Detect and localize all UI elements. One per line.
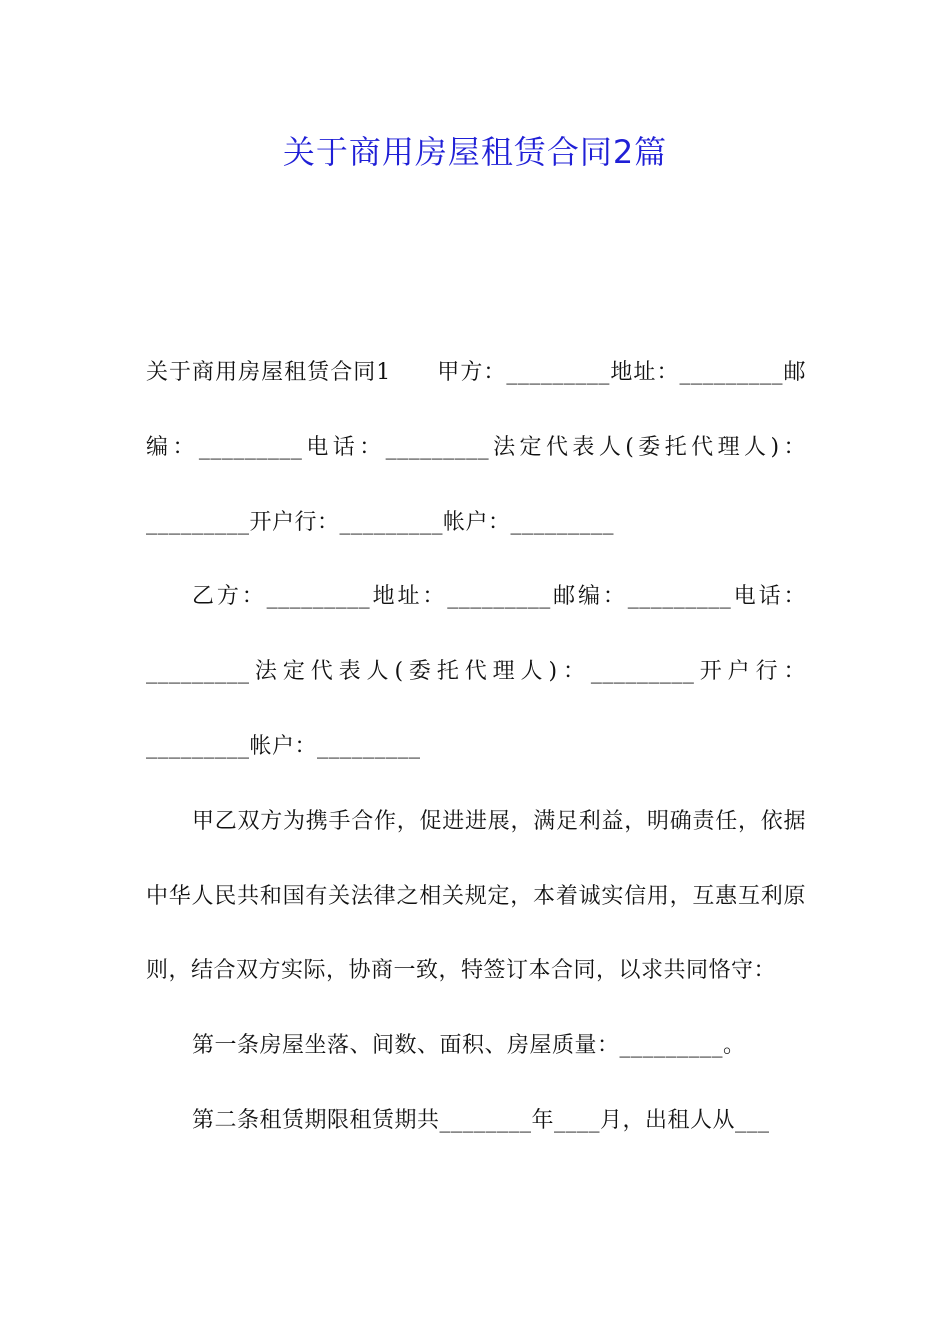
paragraph-article-1: 第一条房屋坐落、间数、面积、房屋质量：_________。 <box>192 1033 746 1059</box>
paragraph-party-a: 关于商用房屋租赁合同1 甲方：_________地址：_________邮编：_________电话：_________法定代表人(委托代理人)：_________开户行：_________帐户：_________ <box>146 360 806 535</box>
paragraph-party-b: 乙方：_________地址：_________邮编：_________电话：_________法定代表人(委托代理人)：_________开户行：_________帐户：_________ <box>146 584 806 759</box>
paragraph-preamble: 甲乙双方为携手合作，促进进展，满足利益，明确责任，依据中华人民共和国有关法律之相关规定，本着诚实信用，互惠互利原则，结合双方实际，协商一致，特签订本合同，以求共同恪守： <box>146 808 806 984</box>
paragraph-article-2: 第二条租赁期限租赁期共________年____月，出租人从___ <box>192 1107 770 1133</box>
document-body <box>146 336 806 1159</box>
document-title: 关于商用房屋租赁合同2篇 <box>282 133 668 171</box>
